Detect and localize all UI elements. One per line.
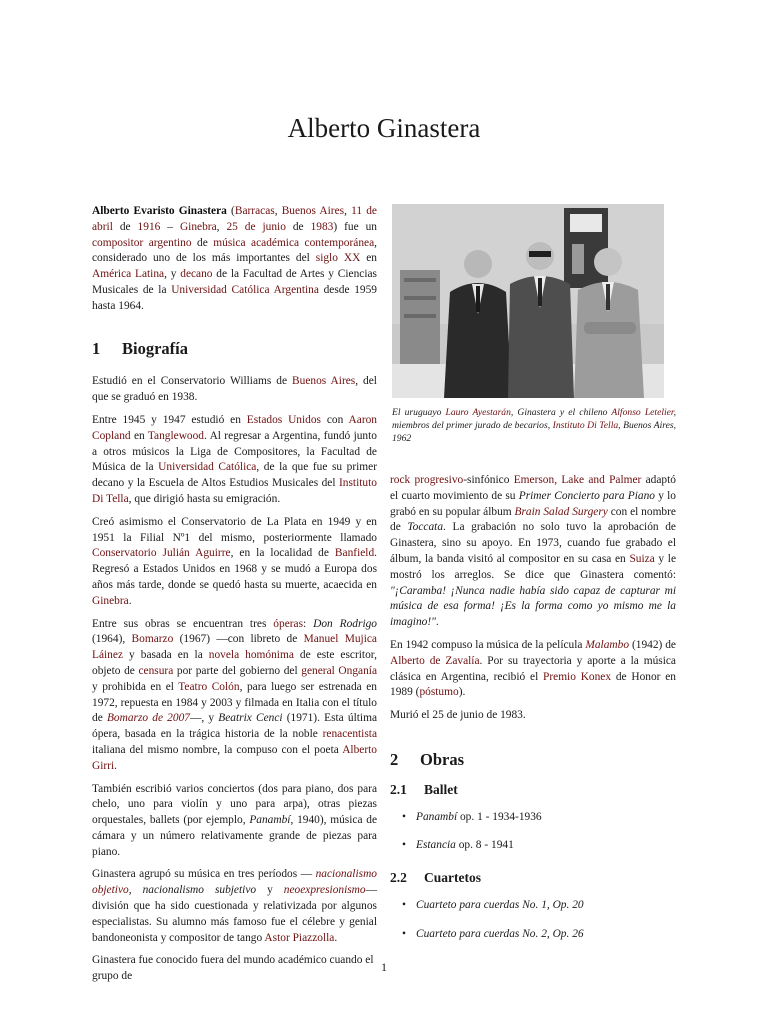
- link-elp[interactable]: Emerson, Lake and Palmer: [513, 474, 642, 486]
- text: de: [112, 220, 138, 233]
- text: Ginastera agrupó su música en tres períodos —: [92, 868, 316, 881]
- link-birth-date[interactable]: 11 de abril: [92, 205, 377, 233]
- text: , Buenos Aires, 1962: [392, 420, 676, 444]
- link-premio-konex[interactable]: Premio Konex: [543, 670, 612, 683]
- ballet-list: [390, 810, 676, 855]
- link-instituto-di-tella[interactable]: Instituto Di Tella: [552, 420, 619, 431]
- work-title: Estancia: [416, 839, 456, 852]
- link-decano[interactable]: decano: [180, 268, 213, 281]
- text: , Ginastera y el chileno: [510, 407, 612, 418]
- link-brain-salad-surgery[interactable]: Brain Salad Surgery: [514, 505, 608, 518]
- link-rock-progresivo[interactable]: rock progresivo: [390, 474, 464, 486]
- bio-paragraph-3: [92, 515, 377, 610]
- link-buenos-aires[interactable]: Buenos Aires: [292, 375, 356, 388]
- quartets-list: [390, 898, 676, 943]
- link-lauro-ayestaran[interactable]: Lauro Ayestarán: [445, 407, 511, 418]
- link-buenos-aires[interactable]: Buenos Aires: [281, 205, 345, 217]
- text: También escribió varios conciertos (dos para piano, dos para chelo, uno para violín y uno para arpa), otras piezas orquestales, ballets (por ejemplo,: [92, 782, 377, 827]
- section-title: Obras: [420, 749, 465, 769]
- text: (1967) —con libreto de: [173, 633, 304, 646]
- link-conservatorio-julian-aguirre[interactable]: Conservatorio Julián Aguirre: [92, 547, 231, 560]
- subject-name: Alberto Evaristo Ginastera: [92, 205, 227, 217]
- text: de la Facultad de Artes y Ciencias Musicales de la: [92, 268, 377, 296]
- text: .: [114, 759, 118, 772]
- list-item: [390, 838, 676, 854]
- text: , para luego ser estrenada en 1972, repuesta en 1984 y 2003 y filmada en Italia con el título de: [92, 680, 378, 725]
- section-title: Biografía: [122, 338, 188, 358]
- link-instituto-di-tella[interactable]: Instituto Di Tella: [92, 477, 377, 505]
- section-number: 2: [390, 749, 399, 769]
- text: , miembros del primer jurado de becarios,: [392, 407, 676, 431]
- work-title: Cuarteto para cuerdas No. 2, Op. 26: [416, 927, 584, 940]
- text: –: [160, 220, 180, 233]
- work-title: Cuarteto para cuerdas No. 1, Op. 20: [416, 898, 584, 911]
- text: con: [320, 413, 349, 426]
- link-postumo[interactable]: póstumo: [419, 686, 459, 699]
- work-title: Don Rodrigo: [313, 617, 377, 630]
- link-death-date[interactable]: 25 de junio: [226, 220, 286, 233]
- link-operas[interactable]: óperas: [273, 617, 304, 630]
- photo-image: [392, 204, 664, 398]
- work-title: Panambí: [249, 814, 291, 827]
- text: con el nombre de: [390, 505, 676, 534]
- text: Entre 1945 y 1947 estudió en: [92, 413, 247, 426]
- text: y: [256, 884, 284, 897]
- link-aaron-copland[interactable]: Aaron Copland: [92, 413, 377, 442]
- left-column: [92, 204, 377, 992]
- text: ).: [458, 686, 466, 699]
- text: Creó asimismo el Conservatorio de La Plata en 1949 y en 1951 la Filial Nº1 del mismo, posteriormente llamado: [92, 515, 377, 544]
- list-item: [390, 927, 676, 943]
- text: . Por su trayectoria y aporte a la música clásica en Argentina, recibió el: [390, 654, 676, 683]
- subsection-number: 2.1: [390, 781, 407, 797]
- text: . Al regresar a Argentina, fundó junto a otros músicos la Liga de Compositores, la Facultad de Música de la: [92, 429, 377, 474]
- link-bomarzo-2007[interactable]: Bomarzo de 2007: [106, 712, 190, 725]
- link-tanglewood[interactable]: Tanglewood: [147, 429, 204, 442]
- quote: "¡Caramba! ¡Nunca nadie había sido capaz de capturar mi música de esa forma! ¡Es la forma como yo mismo me la imagino!": [390, 584, 676, 629]
- text: de: [191, 236, 214, 249]
- link-ginebra[interactable]: Ginebra: [92, 594, 129, 607]
- link-bomarzo[interactable]: Bomarzo: [131, 633, 174, 646]
- right-column: [390, 473, 676, 956]
- text: , 1940), música de cámara y un número relativamente grande de piezas para piano.: [92, 814, 377, 858]
- page-title: Alberto Ginastera: [287, 113, 481, 143]
- link-america-latina[interactable]: América Latina: [92, 268, 165, 281]
- text: ,: [274, 205, 282, 217]
- link-general-ongania[interactable]: general Onganía: [301, 664, 378, 677]
- link-astor-piazzolla[interactable]: Astor Piazzolla: [264, 931, 335, 944]
- text: (: [226, 205, 235, 217]
- text: de este escritor, objeto de: [92, 649, 377, 677]
- page-number: 1: [381, 960, 387, 974]
- work-title: Primer Concierto para Piano: [518, 489, 655, 502]
- text: de Honor en 1989 (: [390, 670, 676, 699]
- text: Ginastera fue conocido fuera del mundo académico cuando el grupo de: [92, 954, 374, 983]
- text: —, y: [189, 712, 219, 725]
- text: .: [334, 931, 338, 944]
- text: ,: [344, 205, 352, 217]
- text: de: [285, 220, 311, 233]
- bio-paragraph-8: [390, 638, 676, 701]
- link-mujica-lainez[interactable]: Manuel Mujica Láinez: [92, 633, 377, 662]
- work-title: Toccata: [407, 521, 444, 534]
- text: , de la que fue su primer decano y la Escuela de Altos Estudios Musicales del: [92, 461, 377, 490]
- section-heading-obras: [390, 749, 676, 769]
- link-compositor[interactable]: compositor: [92, 236, 144, 249]
- subsection-title: Ballet: [424, 781, 458, 797]
- section-number: 1: [92, 338, 101, 358]
- text: , del que se graduó en 1938.: [92, 375, 377, 404]
- text: y basada en la: [123, 649, 209, 662]
- link-death-year[interactable]: 1983: [310, 220, 334, 233]
- work-title: Beatrix Cenci: [218, 712, 283, 725]
- subsection-title: Cuartetos: [424, 870, 481, 886]
- link-barracas[interactable]: Barracas: [234, 205, 275, 217]
- link-banfield[interactable]: Banfield: [334, 547, 375, 560]
- link-alfonso-letelier[interactable]: Alfonso Letelier: [611, 407, 674, 418]
- link-neoexpresionismo[interactable]: neoexpresionismo: [283, 884, 366, 897]
- link-teatro-colon[interactable]: Teatro Colón: [178, 680, 240, 693]
- text: En 1942 compuso la música de la película: [390, 638, 586, 651]
- link-siglo-xx[interactable]: siglo XX: [315, 252, 361, 265]
- text: (1971). Esta última ópera, basada en la trágica historia de la noble: [92, 712, 378, 741]
- intro-paragraph: [92, 204, 377, 315]
- text: en: [360, 252, 377, 265]
- text: . La grabación no solo tuvo la aprobación de Ginastera, sino su apoyo. En 1973, cuando fue grabado el álbum, la banda visitó al compositor en su casa en: [390, 521, 676, 565]
- link-alberto-girri[interactable]: Alberto Girri: [92, 743, 377, 772]
- work-details: op. 1 - 1934-1936: [457, 810, 542, 823]
- list-item: [390, 810, 676, 826]
- text: .: [128, 594, 132, 607]
- work-details: op. 8 - 1941: [455, 839, 514, 852]
- text: por parte del gobierno del: [173, 664, 302, 677]
- text: , que dirigió hasta su emigración.: [128, 492, 281, 505]
- work-title: Panambí: [416, 810, 458, 823]
- link-birth-year[interactable]: 1916: [137, 220, 161, 233]
- period-name: nacionalismo subjetivo: [142, 884, 257, 897]
- photo-caption: [392, 406, 676, 445]
- link-renacentista[interactable]: renacentista: [322, 728, 377, 741]
- bio-paragraph-7-cont: [390, 473, 676, 631]
- text: Entre sus obras se encuentran tres: [92, 617, 274, 630]
- text: adaptó el cuarto movimiento de su: [390, 474, 676, 502]
- text: y le mostró los arreglos. Se dice que Ginastera comentó:: [390, 552, 676, 581]
- link-alberto-de-zavalia[interactable]: Alberto de Zavalía: [390, 654, 480, 667]
- link-censura[interactable]: censura: [138, 664, 174, 677]
- link-argentino[interactable]: argentino: [148, 236, 192, 249]
- subsection-heading-cuartetos: [390, 870, 676, 886]
- text: (1942) de: [629, 638, 676, 651]
- subsection-number: 2.2: [390, 870, 407, 886]
- text: y lo grabó en su popular álbum: [390, 489, 676, 518]
- bio-paragraph-5: [92, 782, 377, 861]
- bio-paragraph-4: [92, 617, 377, 775]
- text: , y: [164, 268, 181, 281]
- link-novela-homonima[interactable]: novela homónima: [208, 649, 294, 662]
- subsection-heading-ballet: [390, 782, 676, 798]
- text: , considerado uno de los más importantes del: [92, 236, 377, 265]
- text: en: [130, 429, 148, 442]
- section-heading-biografia: [92, 338, 377, 358]
- text: El uruguayo: [392, 407, 446, 418]
- text: italiana del mismo nombre, la compuso con el poeta: [92, 743, 343, 756]
- text: ,: [128, 884, 143, 897]
- bio-paragraph-6: [92, 867, 377, 946]
- link-musica-academica[interactable]: música académica contemporánea: [213, 236, 375, 249]
- text: ) fue un: [333, 220, 377, 233]
- text: — división que ha sido cuestionada y relativizada por algunos especialistas. Su alumno más famoso fue el célebre y genial bandoneonista y compositor de tango: [92, 884, 377, 944]
- photo-illustration: [392, 204, 664, 398]
- link-uca[interactable]: Universidad Católica Argentina: [171, 283, 319, 296]
- bio-paragraph-9: Murió el 25 de junio de 1983.: [390, 709, 526, 722]
- text: y prohibida en el: [92, 680, 179, 693]
- text: -sinfónico: [463, 474, 514, 486]
- link-malambo[interactable]: Malambo: [585, 638, 630, 651]
- photo-figure: [392, 204, 676, 445]
- text: , en la localidad de: [230, 547, 335, 560]
- text: . Regresó a Estados Unidos en 1968 y se mudó a Europa dos años más tarde, donde se quedó hasta su muerte, acaecida en: [92, 547, 378, 591]
- list-item: [390, 898, 676, 914]
- link-estados-unidos[interactable]: Estados Unidos: [246, 413, 321, 426]
- link-universidad-catolica[interactable]: Universidad Católica: [158, 461, 257, 474]
- link-nacionalismo-objetivo[interactable]: nacionalismo objetivo: [92, 868, 377, 897]
- bio-paragraph-1: [92, 374, 377, 406]
- bio-paragraph-2: [92, 413, 377, 508]
- text: ,: [216, 220, 227, 233]
- link-ginebra[interactable]: Ginebra: [179, 220, 217, 233]
- text: (1964),: [92, 633, 132, 646]
- text: .: [435, 616, 439, 629]
- text: desde 1959 hasta 1964.: [92, 283, 377, 312]
- text: Estudió en el Conservatorio Williams de: [92, 375, 293, 388]
- text: :: [303, 617, 314, 630]
- link-suiza[interactable]: Suiza: [629, 552, 655, 565]
